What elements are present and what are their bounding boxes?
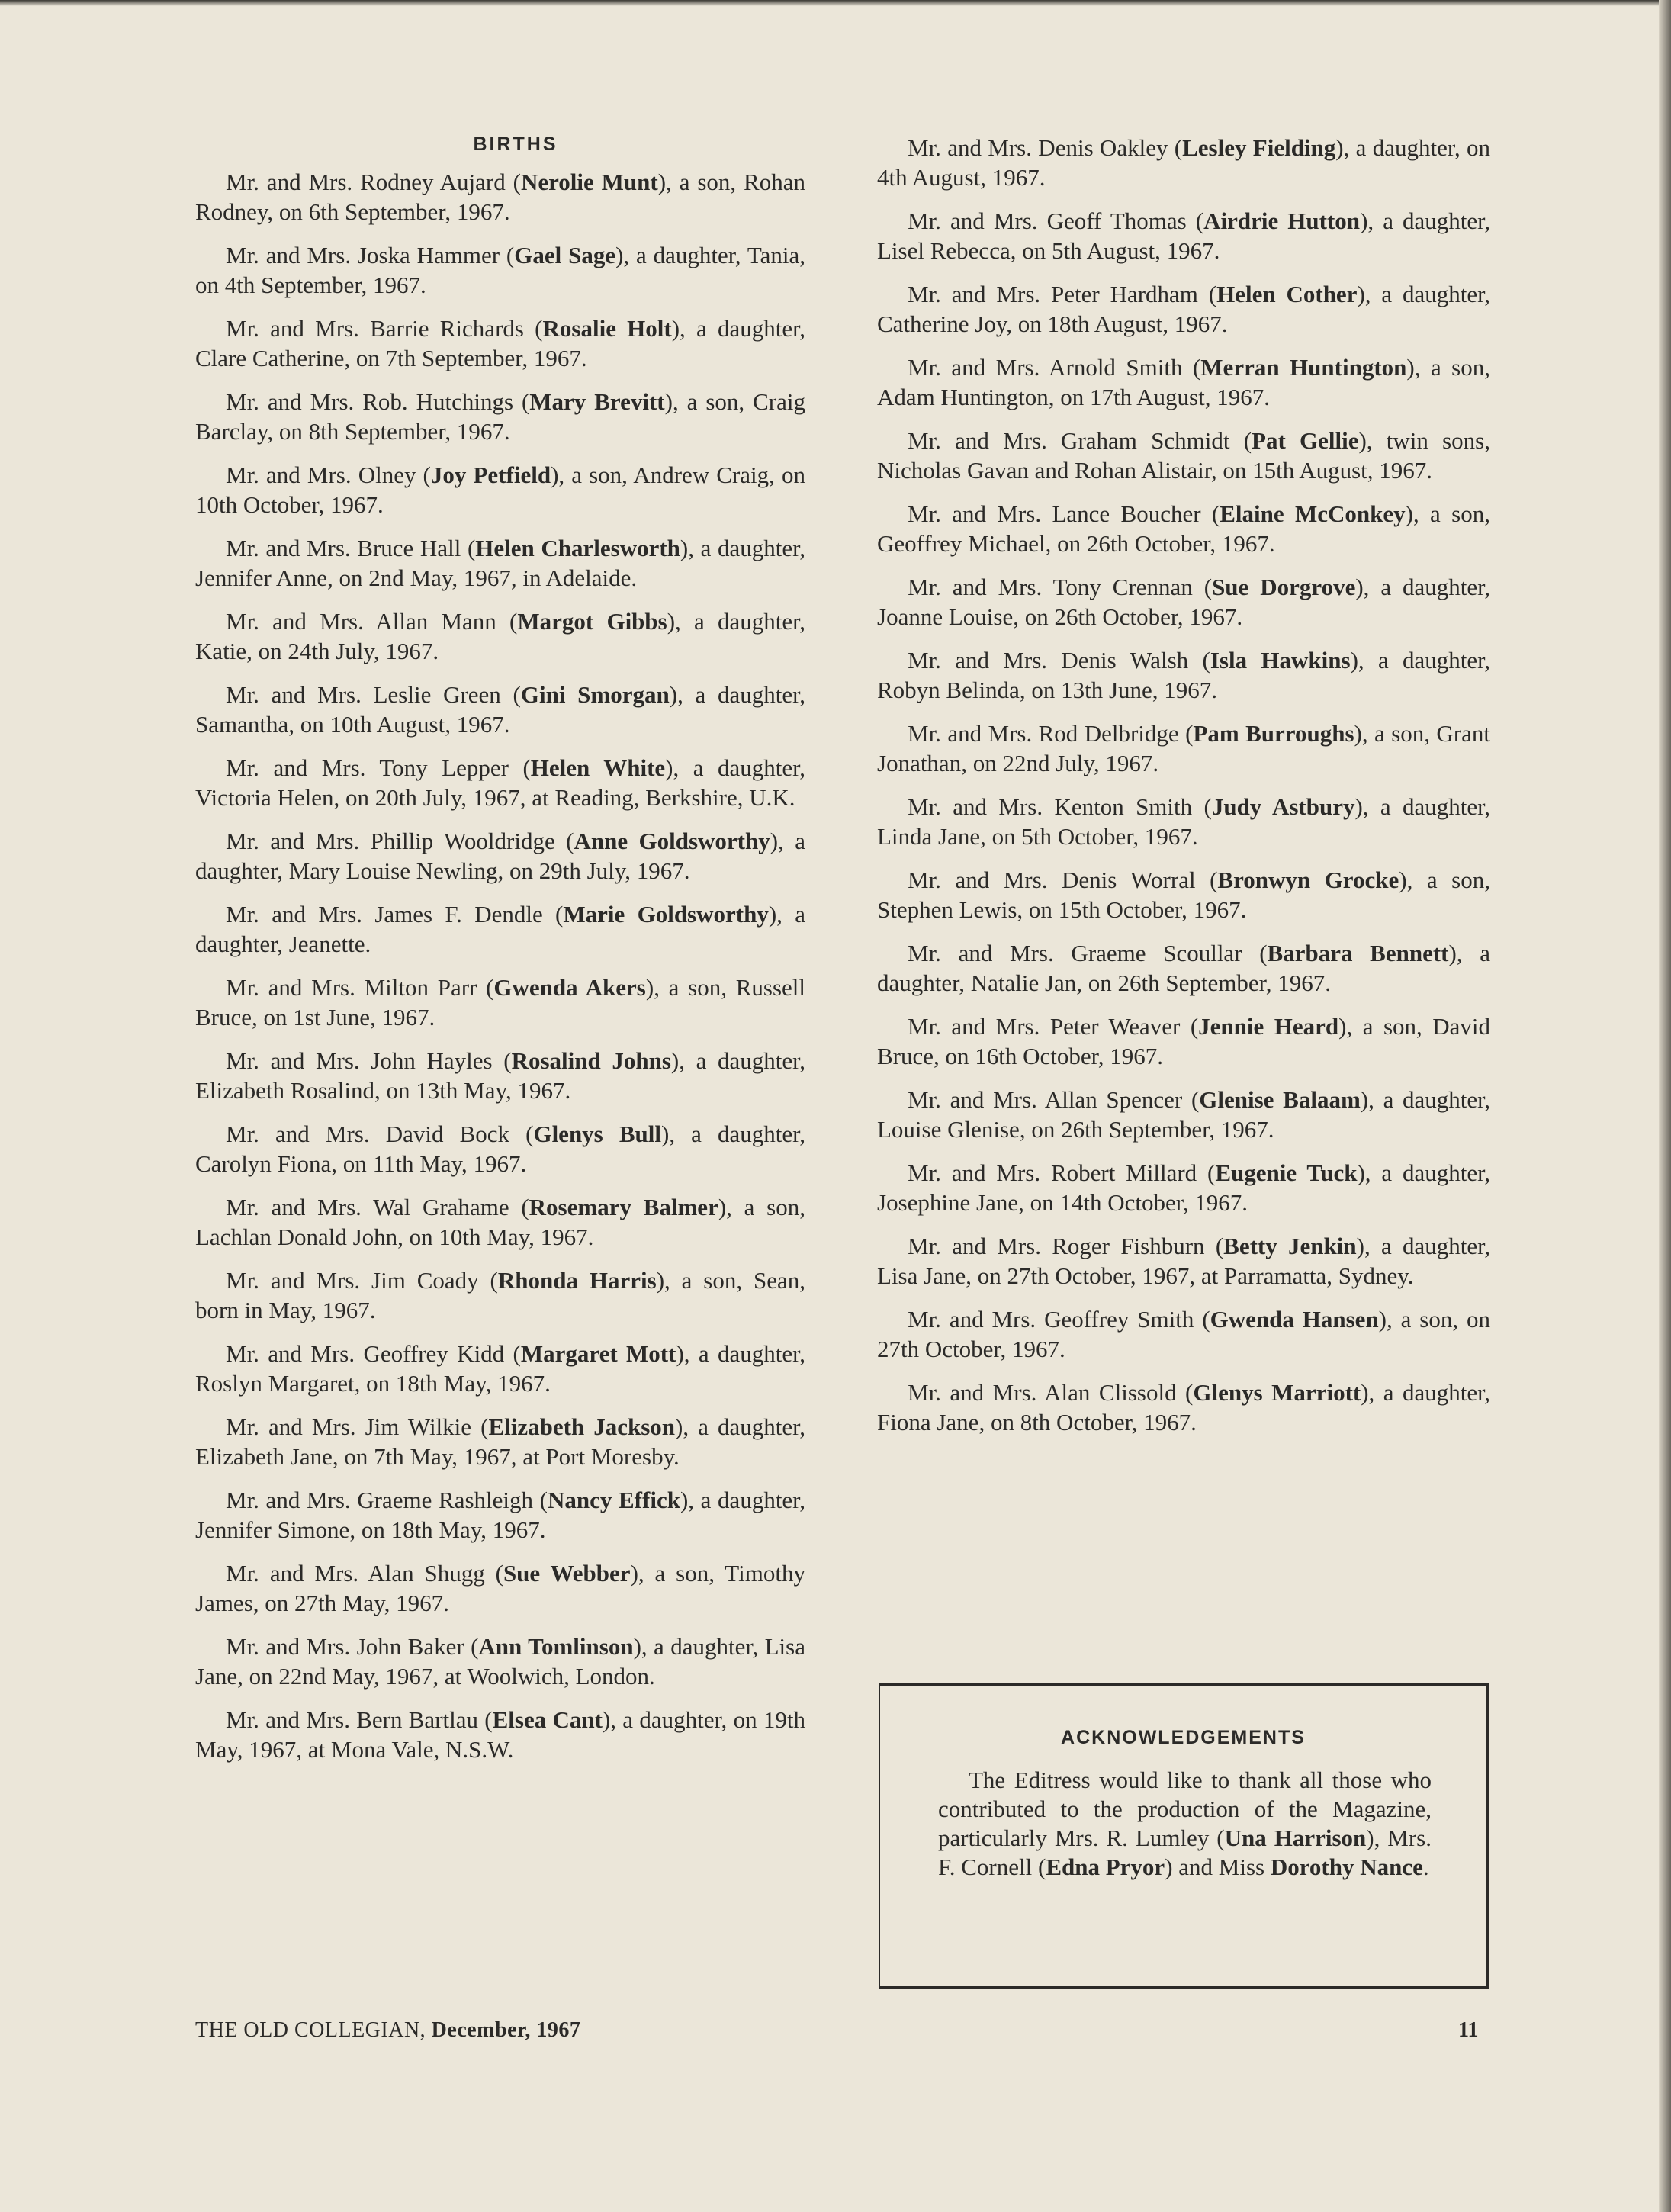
entry-maiden-name: Pat Gellie: [1252, 427, 1359, 454]
page-top-edge: [0, 0, 1671, 6]
entry-maiden-name: Barbara Bennett: [1267, 940, 1449, 966]
entry-parents: Mr. and Mrs. Tony Lepper (: [226, 754, 531, 781]
birth-entry: [195, 1339, 805, 1398]
entry-parents: Mr. and Mrs. Tony Crennan (: [908, 574, 1213, 600]
entry-details: ), a daughter, Robyn Belinda, on 13th June, 1967.: [877, 647, 1491, 703]
entry-parents: Mr. and Mrs. Geoffrey Kidd (: [226, 1340, 521, 1367]
entry-details: ), twin sons, Nicholas Gavan and Rohan Alistair, on 15th August, 1967.: [877, 427, 1490, 484]
birth-entry: [877, 1378, 1490, 1437]
entry-parents: Mr. and Mrs. Kenton Smith (: [908, 793, 1212, 820]
birth-entry: [195, 168, 805, 227]
entry-parents: Mr. and Mrs. Peter Weaver (: [908, 1013, 1199, 1040]
entry-details: ), a daughter, on 4th August, 1967.: [877, 134, 1491, 191]
entry-maiden-name: Margaret Mott: [520, 1340, 676, 1367]
entry-parents: Mr. and Mrs. David Bock (: [226, 1120, 534, 1147]
entry-parents: Mr. and Mrs. Denis Worral (: [908, 866, 1218, 893]
entry-maiden-name: Rosalie Holt: [542, 315, 672, 342]
ack-text-2: ), Mrs. F. Cornell (: [938, 1825, 1432, 1880]
entry-maiden-name: Gini Smorgan: [520, 681, 670, 708]
entry-details: ), a son, Grant Jonathan, on 22nd July, 1967.: [877, 720, 1491, 776]
entry-parents: Mr. and Mrs. Alan Shugg (: [226, 1560, 503, 1587]
entry-maiden-name: Sue Webber: [503, 1560, 631, 1587]
birth-entry: [195, 461, 805, 519]
birth-entry: [195, 827, 805, 886]
entry-details: ), a son, Lachlan Donald John, on 10th May, 1967.: [195, 1194, 805, 1250]
right-column: [877, 133, 1490, 1452]
birth-entry: [195, 754, 805, 812]
entry-details: ), a daughter, Roslyn Margaret, on 18th May, 1967.: [195, 1340, 805, 1397]
birth-entry: [195, 241, 805, 300]
entry-details: ), a son, on 27th October, 1967.: [877, 1306, 1490, 1362]
entry-details: ), a daughter, Jeanette.: [195, 901, 805, 957]
entry-parents: Mr. and Mrs. Alan Clissold (: [908, 1379, 1194, 1406]
birth-entry: [195, 900, 805, 959]
birth-entry: [195, 1120, 805, 1178]
entry-maiden-name: Eugenie Tuck: [1215, 1159, 1358, 1186]
entry-parents: Mr. and Mrs. Bern Bartlau (: [226, 1706, 493, 1733]
entry-parents: Mr. and Mrs. Geoff Thomas (: [908, 207, 1204, 234]
entry-maiden-name: Betty Jenkin: [1223, 1233, 1357, 1259]
birth-entry: [877, 1159, 1490, 1217]
birth-entry: [877, 1232, 1490, 1291]
entry-maiden-name: Rhonda Harris: [497, 1267, 657, 1294]
entry-maiden-name: Pam Burroughs: [1193, 720, 1354, 747]
entry-maiden-name: Airdrie Hutton: [1203, 207, 1361, 234]
birth-entry: [195, 1266, 805, 1325]
entry-details: ), a daughter, Samantha, on 10th August, 1967.: [195, 681, 806, 738]
entry-parents: Mr. and Mrs. Peter Hardham (: [908, 281, 1217, 307]
birth-entry: [877, 207, 1490, 265]
entry-maiden-name: Helen White: [530, 754, 666, 781]
birth-entry: [877, 646, 1490, 705]
entry-details: ), a daughter, Mary Louise Newling, on 29th July, 1967.: [195, 828, 805, 884]
entry-maiden-name: Rosalind Johns: [511, 1047, 671, 1074]
entry-maiden-name: Gwenda Akers: [493, 974, 646, 1001]
ack-text-3: ) and Miss: [1165, 1854, 1271, 1880]
birth-entry: [195, 534, 805, 593]
entry-parents: Mr. and Mrs. Olney (: [226, 461, 431, 488]
entry-details: ), a daughter, Louise Glenise, on 26th September, 1967.: [877, 1086, 1491, 1143]
entry-details: ), a son, Andrew Craig, on 10th October, 1967.: [195, 461, 805, 518]
entry-maiden-name: Helen Cother: [1216, 281, 1358, 307]
entry-parents: Mr. and Mrs. Lance Boucher (: [908, 500, 1220, 527]
ack-name-1: Una Harrison: [1224, 1825, 1367, 1851]
birth-entry: [877, 426, 1490, 485]
ack-text-1: The Editress would like to thank all those who contributed to the production of the Magazine, particularly Mrs. R. Lumley (: [938, 1767, 1432, 1851]
birth-entry: [877, 1085, 1490, 1144]
entry-details: ), a daughter, Clare Catherine, on 7th September, 1967.: [195, 315, 805, 371]
entry-details: ), a daughter, Carolyn Fiona, on 11th May, 1967.: [195, 1120, 806, 1177]
entry-maiden-name: Joy Petfield: [430, 461, 551, 488]
entry-parents: Mr. and Mrs. Barrie Richards (: [226, 315, 543, 342]
entry-maiden-name: Sue Dorgrove: [1212, 574, 1356, 600]
entry-maiden-name: Helen Charlesworth: [475, 535, 680, 561]
entry-details: ), a son, Rohan Rodney, on 6th September, 1967.: [195, 169, 805, 225]
entry-details: ), a daughter, Lisa Jane, on 27th October, 1967, at Parramatta, Sydney.: [877, 1233, 1490, 1289]
birth-entry: [877, 866, 1490, 924]
entry-details: ), a son, Geoffrey Michael, on 26th October, 1967.: [877, 500, 1490, 557]
entry-details: ), a son, Timothy James, on 27th May, 1967.: [195, 1560, 805, 1616]
entry-details: ), a daughter, Linda Jane, on 5th October, 1967.: [877, 793, 1490, 850]
entry-details: ), a daughter, Fiona Jane, on 8th October, 1967.: [877, 1379, 1491, 1436]
entry-maiden-name: Glenise Balaam: [1199, 1086, 1361, 1113]
entry-parents: Mr. and Mrs. Roger Fishburn (: [908, 1233, 1224, 1259]
birth-entry: [195, 1486, 805, 1545]
entry-maiden-name: Bronwyn Grocke: [1217, 866, 1399, 893]
entry-maiden-name: Merran Huntington: [1200, 354, 1407, 381]
entry-details: ), a son, Stephen Lewis, on 15th October, 1967.: [877, 866, 1490, 923]
entry-parents: Mr. and Mrs. Joska Hammer (: [226, 242, 515, 268]
page-binding-shadow: [1659, 0, 1671, 2212]
birth-entry: [195, 1047, 805, 1105]
footer-date: December, 1967: [431, 2018, 581, 2042]
birth-entry: [877, 939, 1490, 998]
entry-details: ), a daughter, Josephine Jane, on 14th October, 1967.: [877, 1159, 1490, 1216]
entry-details: ), a daughter, Lisel Rebecca, on 5th August, 1967.: [877, 207, 1490, 264]
entry-details: ), a daughter, Joanne Louise, on 26th October, 1967.: [877, 574, 1490, 630]
page-footer: [195, 2018, 580, 2043]
birth-entry: [877, 353, 1490, 412]
birth-entry: [877, 719, 1490, 778]
entry-parents: Mr. and Mrs. Robert Millard (: [908, 1159, 1216, 1186]
entry-details: ), a son, Russell Bruce, on 1st June, 1967.: [195, 974, 805, 1030]
entry-parents: Mr. and Mrs. Graeme Rashleigh (: [226, 1487, 548, 1513]
entry-parents: Mr. and Mrs. John Baker (: [226, 1633, 479, 1660]
birth-entry: [877, 280, 1490, 339]
acknowledgements-box: [879, 1683, 1489, 1989]
birth-entry: [195, 1413, 805, 1471]
entry-maiden-name: Elsea Cant: [492, 1706, 603, 1733]
page-number: 11: [1458, 2018, 1479, 2042]
birth-entry: [195, 680, 805, 739]
birth-entry: [195, 1559, 805, 1618]
entry-parents: Mr. and Mrs. Leslie Green (: [226, 681, 521, 708]
entry-parents: Mr. and Mrs. John Hayles (: [226, 1047, 512, 1074]
entry-details: ), a daughter, Lisa Jane, on 22nd May, 1967, at Woolwich, London.: [195, 1633, 805, 1690]
birth-entry: [877, 1305, 1490, 1364]
entry-details: ), a daughter, Elizabeth Jane, on 7th May, 1967, at Port Moresby.: [195, 1413, 805, 1470]
acknowledgements-title: ACKNOWLEDGEMENTS: [1061, 1727, 1306, 1748]
entry-parents: Mr. and Mrs. Milton Parr (: [226, 974, 494, 1001]
entry-maiden-name: Rosemary Balmer: [529, 1194, 718, 1220]
entry-maiden-name: Nancy Effick: [547, 1487, 680, 1513]
entry-maiden-name: Glenys Bull: [533, 1120, 661, 1147]
entry-maiden-name: Mary Brevitt: [529, 388, 665, 415]
entry-details: ), a daughter, Elizabeth Rosalind, on 13th May, 1967.: [195, 1047, 805, 1104]
entry-details: ), a daughter, Victoria Helen, on 20th July, 1967, at Reading, Berkshire, U.K.: [195, 754, 805, 811]
entry-details: ), a daughter, Katie, on 24th July, 1967.: [195, 608, 805, 664]
entry-details: ), a daughter, Natalie Jan, on 26th September, 1967.: [877, 940, 1490, 996]
section-heading-births: BIRTHS: [473, 133, 558, 155]
entry-parents: Mr. and Mrs. Jim Coady (: [226, 1267, 498, 1294]
ack-name-3: Dorothy Nance: [1270, 1854, 1423, 1880]
entry-parents: Mr. and Mrs. Jim Wilkie (: [226, 1413, 489, 1440]
birth-entry: [877, 133, 1490, 192]
entry-details: ), a daughter, Tania, on 4th September, 1967.: [195, 242, 805, 298]
entry-parents: Mr. and Mrs. Denis Walsh (: [908, 647, 1210, 674]
entry-details: ), a son, Craig Barclay, on 8th September, 1967.: [195, 388, 805, 445]
entry-details: ), a daughter, Jennifer Anne, on 2nd May, 1967, in Adelaide.: [195, 535, 805, 591]
entry-maiden-name: Lesley Fielding: [1182, 134, 1336, 161]
entry-maiden-name: Margot Gibbs: [517, 608, 667, 635]
entry-maiden-name: Nerolie Munt: [520, 169, 658, 195]
entry-parents: Mr. and Mrs. Rod Delbridge (: [908, 720, 1194, 747]
birth-entry: [195, 1632, 805, 1691]
entry-maiden-name: Marie Goldsworthy: [563, 901, 769, 928]
entry-parents: Mr. and Mrs. Arnold Smith (: [908, 354, 1201, 381]
entry-maiden-name: Elaine McConkey: [1220, 500, 1406, 527]
birth-entry: [195, 387, 805, 446]
entry-maiden-name: Gwenda Hansen: [1210, 1306, 1379, 1333]
entry-parents: Mr. and Mrs. Denis Oakley (: [908, 134, 1183, 161]
right-birth-list: [877, 133, 1490, 1437]
entry-maiden-name: Judy Astbury: [1211, 793, 1355, 820]
entry-details: ), a son, Adam Huntington, on 17th August, 1967.: [877, 354, 1490, 410]
acknowledgements-body: [938, 1766, 1432, 1882]
birth-entry: [877, 500, 1490, 558]
birth-entry: [195, 973, 805, 1032]
entry-details: ), a son, David Bruce, on 16th October, 1967.: [877, 1013, 1490, 1069]
entry-details: ), a son, Sean, born in May, 1967.: [195, 1267, 806, 1323]
entry-maiden-name: Anne Goldsworthy: [574, 828, 770, 854]
entry-parents: Mr. and Mrs. Allan Spencer (: [908, 1086, 1200, 1113]
entry-parents: Mr. and Mrs. Bruce Hall (: [226, 535, 476, 561]
entry-maiden-name: Jennie Heard: [1198, 1013, 1339, 1040]
entry-maiden-name: Ann Tomlinson: [478, 1633, 634, 1660]
entry-parents: Mr. and Mrs. Allan Mann (: [226, 608, 518, 635]
left-column: [195, 133, 805, 1779]
entry-parents: Mr. and Mrs. Geoffrey Smith (: [908, 1306, 1210, 1333]
birth-entry: [195, 607, 805, 666]
entry-maiden-name: Isla Hawkins: [1210, 647, 1351, 674]
left-birth-list: [195, 168, 805, 1764]
birth-entry: [195, 314, 805, 373]
entry-parents: Mr. and Mrs. Phillip Wooldridge (: [226, 828, 574, 854]
entry-parents: Mr. and Mrs. Wal Grahame (: [226, 1194, 529, 1220]
footer-publication: THE OLD COLLEGIAN,: [195, 2018, 432, 2042]
entry-parents: Mr. and Mrs. Graeme Scoullar (: [908, 940, 1268, 966]
birth-entry: [877, 1012, 1490, 1071]
ack-name-2: Edna Pryor: [1046, 1854, 1165, 1880]
birth-entry: [877, 573, 1490, 632]
birth-entry: [877, 793, 1490, 851]
entry-details: ), a daughter, on 19th May, 1967, at Mona Vale, N.S.W.: [195, 1706, 805, 1763]
entry-parents: Mr. and Mrs. Graham Schmidt (: [908, 427, 1252, 454]
entry-parents: Mr. and Mrs. James F. Dendle (: [226, 901, 564, 928]
birth-entry: [195, 1193, 805, 1252]
birth-entry: [195, 1706, 805, 1764]
entry-parents: Mr. and Mrs. Rodney Aujard (: [226, 169, 521, 195]
entry-maiden-name: Elizabeth Jackson: [488, 1413, 676, 1440]
entry-maiden-name: Gael Sage: [514, 242, 616, 268]
entry-parents: Mr. and Mrs. Rob. Hutchings (: [226, 388, 530, 415]
entry-details: ), a daughter, Catherine Joy, on 18th August, 1967.: [877, 281, 1490, 337]
entry-maiden-name: Glenys Marriott: [1193, 1379, 1361, 1406]
entry-details: ), a daughter, Jennifer Simone, on 18th May, 1967.: [195, 1487, 806, 1543]
ack-text-4: .: [1422, 1854, 1429, 1880]
